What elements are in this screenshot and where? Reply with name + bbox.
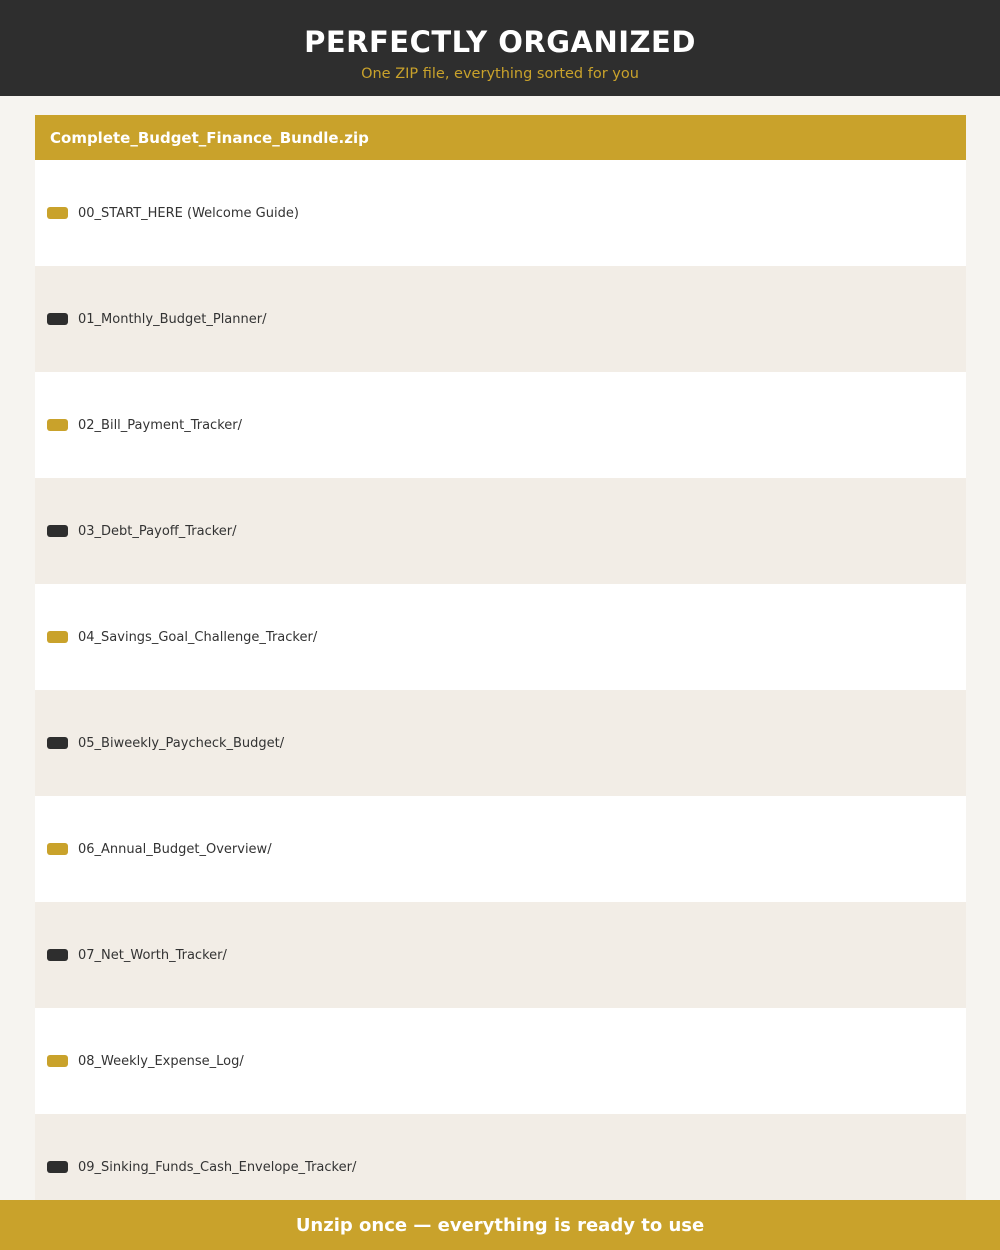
folder-item[interactable] <box>35 372 966 478</box>
folder-icon <box>47 949 68 961</box>
folder-label: 07_Net_Worth_Tracker/ <box>78 947 227 963</box>
folder-icon <box>47 525 68 537</box>
folder-item[interactable] <box>35 266 966 372</box>
folder-item[interactable] <box>35 796 966 902</box>
header-banner <box>0 0 1000 96</box>
footer-banner <box>0 1200 1000 1250</box>
folder-item[interactable] <box>35 1008 966 1114</box>
folder-label: 01_Monthly_Budget_Planner/ <box>78 311 267 327</box>
folder-label: 06_Annual_Budget_Overview/ <box>78 841 272 857</box>
folder-item[interactable] <box>35 902 966 1008</box>
folder-icon <box>47 207 68 219</box>
folder-label: 03_Debt_Payoff_Tracker/ <box>78 523 237 539</box>
folder-label: 05_Biweekly_Paycheck_Budget/ <box>78 735 285 751</box>
folder-item[interactable] <box>35 690 966 796</box>
folder-label: 02_Bill_Payment_Tracker/ <box>78 417 242 433</box>
footer-text: Unzip once — everything is ready to use <box>295 1214 705 1236</box>
folder-icon <box>47 1161 68 1173</box>
page-subtitle: One ZIP file, everything sorted for you <box>361 66 639 82</box>
folder-label: 00_START_HERE (Welcome Guide) <box>78 205 299 221</box>
folder-icon <box>47 313 68 325</box>
folder-label: 04_Savings_Goal_Challenge_Tracker/ <box>78 629 318 645</box>
folder-item[interactable] <box>35 478 966 584</box>
folder-icon <box>47 843 68 855</box>
folder-icon <box>47 1055 68 1067</box>
folder-icon <box>47 419 68 431</box>
folder-label: 08_Weekly_Expense_Log/ <box>78 1053 244 1069</box>
folder-list <box>35 160 966 1220</box>
folder-label: 09_Sinking_Funds_Cash_Envelope_Tracker/ <box>78 1159 357 1175</box>
archive-panel <box>35 115 966 1220</box>
folder-icon <box>47 737 68 749</box>
archive-name: Complete_Budget_Finance_Bundle.zip <box>50 128 369 147</box>
folder-icon <box>47 631 68 643</box>
archive-header <box>35 115 966 160</box>
folder-item[interactable] <box>35 584 966 690</box>
folder-item[interactable] <box>35 160 966 266</box>
page-title: PERFECTLY ORGANIZED <box>304 25 696 59</box>
